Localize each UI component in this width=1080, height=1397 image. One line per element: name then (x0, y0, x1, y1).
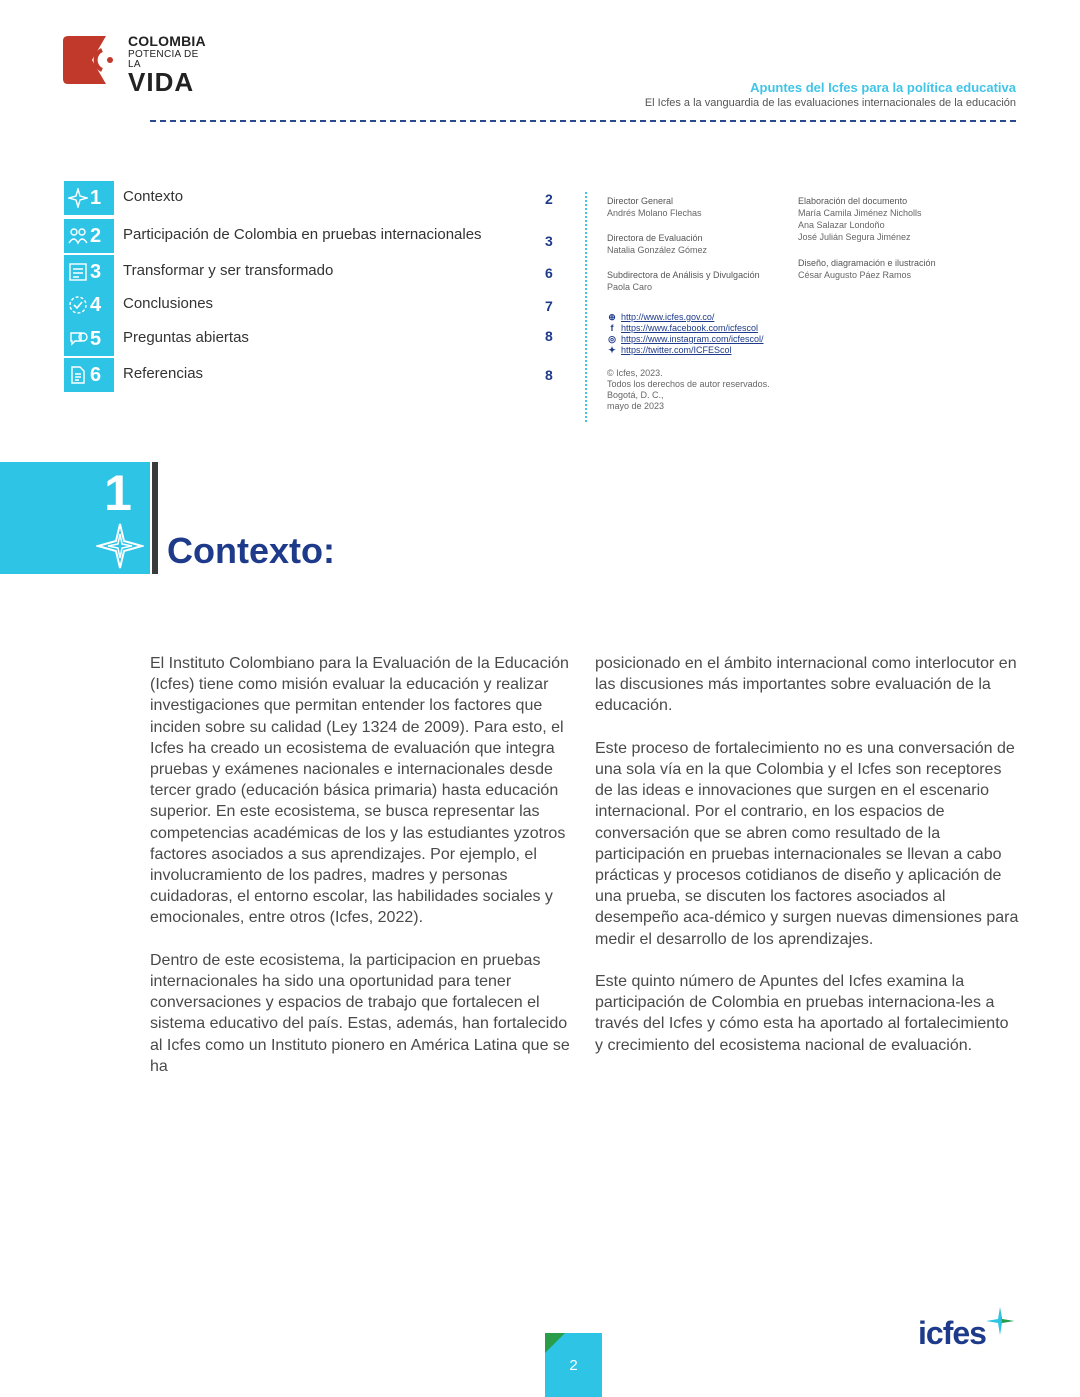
toc-label: Referencias (123, 365, 204, 382)
icfes-wordmark: icfes (918, 1315, 986, 1351)
page-number: 2 (569, 1357, 578, 1374)
body-left-column (150, 653, 570, 1098)
logo-line-2: POTENCIA DE LA (128, 49, 199, 70)
toc-item-participacion[interactable] (64, 219, 564, 253)
website-link[interactable]: http://www.icfes.gov.co/ (621, 312, 715, 322)
toc-page: 6 (545, 265, 553, 281)
toc-page: 7 (545, 298, 553, 314)
credit-document (798, 195, 922, 243)
instagram-icon: ◎ (608, 334, 616, 344)
copyright-block (607, 368, 770, 412)
body-paragraph: Este quinto número de Apuntes del Icfes examina la participación de Colombia en pruebas internaciona-les a través del Icfes y cómo esta ha aportado al fortalecimiento y crecimiento del ecosistema nacional de evaluación. (595, 973, 1009, 1054)
compass-icon (96, 522, 144, 570)
credit-role: Subdirectora de Análisis y Divulgación (607, 270, 760, 280)
toc-item-contexto[interactable] (64, 181, 564, 215)
globe-icon: ⊕ (608, 312, 616, 322)
people-icon (68, 226, 88, 246)
icfes-logo (918, 1305, 1018, 1355)
credit-role: Director General (607, 196, 674, 206)
colombia-logo (62, 33, 212, 97)
credit-role: Elaboración del documento (798, 196, 908, 206)
toc-label: Contexto (123, 188, 184, 205)
toc-number: 6 (90, 363, 102, 386)
toc-item-preguntas[interactable] (64, 322, 564, 356)
publication-title: Apuntes del Icfes para la política educativa (750, 80, 1016, 95)
page-tab-accent (545, 1333, 565, 1353)
toc-page: 2 (545, 191, 553, 207)
logo-line-1: COLOMBIA (128, 33, 206, 49)
compass-icon (68, 188, 88, 208)
twitter-link[interactable]: https://twitter.com/ICFEScol (621, 345, 732, 355)
section-number: 1 (104, 465, 132, 521)
badge-check-icon (68, 295, 88, 315)
body-paragraph: El Instituto Colombiano para la Evaluación de la Educación (Icfes) tiene como misión evaluar la educación y realizar investigaciones que permitan entender los factores que inciden sobre su calidad (Ley 1324 de 2009). Para esto, el Icfes ha creado un ecosistema de evaluación que integra pruebas y exámenes nacionales e internacionales desde tercer grado (educación básica primaria) hasta educación superior. En este ecosistema, se busca representar las competencias académicas de los y las estudiantes yzotros factores asociados a sus aprendizajes. Por ejemplo, el involucramiento de los padres, madres y personas cuidadoras, el entorno escolar, las habilidades sociales y emocionales, entre otros (Icfes, 2022). (150, 655, 569, 927)
credit-name: Ana Salazar Londoño (798, 220, 885, 230)
question-bubble-icon (68, 329, 88, 349)
toc-item-conclusiones[interactable] (64, 288, 564, 322)
toc-item-referencias[interactable] (64, 358, 564, 392)
credit-name: Paola Caro (607, 282, 653, 292)
colombia-logo-mark-icon (62, 34, 116, 86)
toc-number: 4 (90, 293, 102, 316)
toc-label: Participación de Colombia en pruebas internacionales (123, 226, 482, 243)
copyright-line: Bogotá, D. C., (607, 390, 664, 400)
credit-role: Directora de Evaluación (607, 233, 703, 243)
credit-name: Natalia González Gómez (607, 245, 708, 255)
facebook-icon: f (610, 323, 614, 333)
icfes-star-icon (984, 1305, 1016, 1337)
toc-page: 8 (545, 328, 553, 344)
toc-label: Transformar y ser transformado (123, 262, 334, 279)
credit-evaluation (607, 232, 707, 256)
credit-director (607, 195, 702, 219)
body-paragraph: Este proceso de fortalecimiento no es una conversación de una sola vía en la que Colombia y el Icfes son receptores de las ideas e innovaciones que surgen en el escenario internacional. Por el contrario, en los espacios de conversación que se abren como resultado de la participación en pruebas internacionales se llevan a cabo prácticas y procesos cotidianos de diseño y aplicación de una prueba, se discuten los factores asociados al desempeño aca-démico y surgen nuevas dimensiones para medir el desarrollo de los aprendizajes. (595, 739, 1019, 948)
checklist-icon (68, 262, 88, 282)
toc-number: 5 (90, 327, 102, 350)
credit-name: José Julián Segura Jiménez (798, 232, 911, 242)
credit-name: Andrés Molano Flechas (607, 208, 702, 218)
publication-subtitle: El Icfes a la vanguardia de las evaluaciones internacionales de la educación (644, 97, 1016, 109)
social-links (607, 312, 764, 356)
header-divider (150, 120, 1016, 122)
twitter-icon: ✦ (608, 345, 616, 355)
copyright-line: mayo de 2023 (607, 401, 665, 411)
body-right-column (595, 653, 1019, 1077)
body-paragraph: Dentro de este ecosistema, la participacion en pruebas internacionales ha sido una oportunidad para tener conversaciones y espacios de trabajo que fortalecen el sistema educativo del país. Estas, además, han fortalecido al Icfes como un Instituto pionero en América Latina que se ha (150, 951, 570, 1075)
credit-design (798, 257, 936, 281)
logo-line-3: VIDA (128, 67, 195, 97)
document-icon (68, 365, 88, 385)
page-number-tab (545, 1333, 602, 1397)
toc-page: 3 (545, 233, 553, 249)
credit-role: Diseño, diagramación e ilustración (798, 258, 936, 268)
facebook-link[interactable]: https://www.facebook.com/icfescol (621, 323, 759, 333)
copyright-line: © Icfes, 2023. (607, 368, 663, 378)
toc-item-transformar[interactable] (64, 255, 564, 289)
toc-number: 1 (90, 186, 102, 209)
copyright-line: Todos los derechos de autor reservados. (607, 379, 770, 389)
body-paragraph: posicionado en el ámbito internacional como interlocutor en las discusiones más importantes sobre evaluación de la educación. (595, 655, 1017, 715)
toc-label: Preguntas abiertas (123, 329, 249, 346)
toc-page: 8 (545, 367, 553, 383)
credits-divider (585, 192, 587, 422)
credit-name: César Augusto Páez Ramos (798, 270, 912, 280)
instagram-link[interactable]: https://www.instagram.com/icfescol/ (621, 334, 764, 344)
section-bar (152, 462, 158, 574)
credit-subdirector (607, 269, 760, 293)
section-title: Contexto: (167, 530, 335, 571)
toc-label: Conclusiones (123, 295, 214, 312)
credit-name: María Camila Jiménez Nicholls (798, 208, 922, 218)
toc-number: 2 (90, 224, 102, 247)
toc-number: 3 (90, 260, 102, 283)
